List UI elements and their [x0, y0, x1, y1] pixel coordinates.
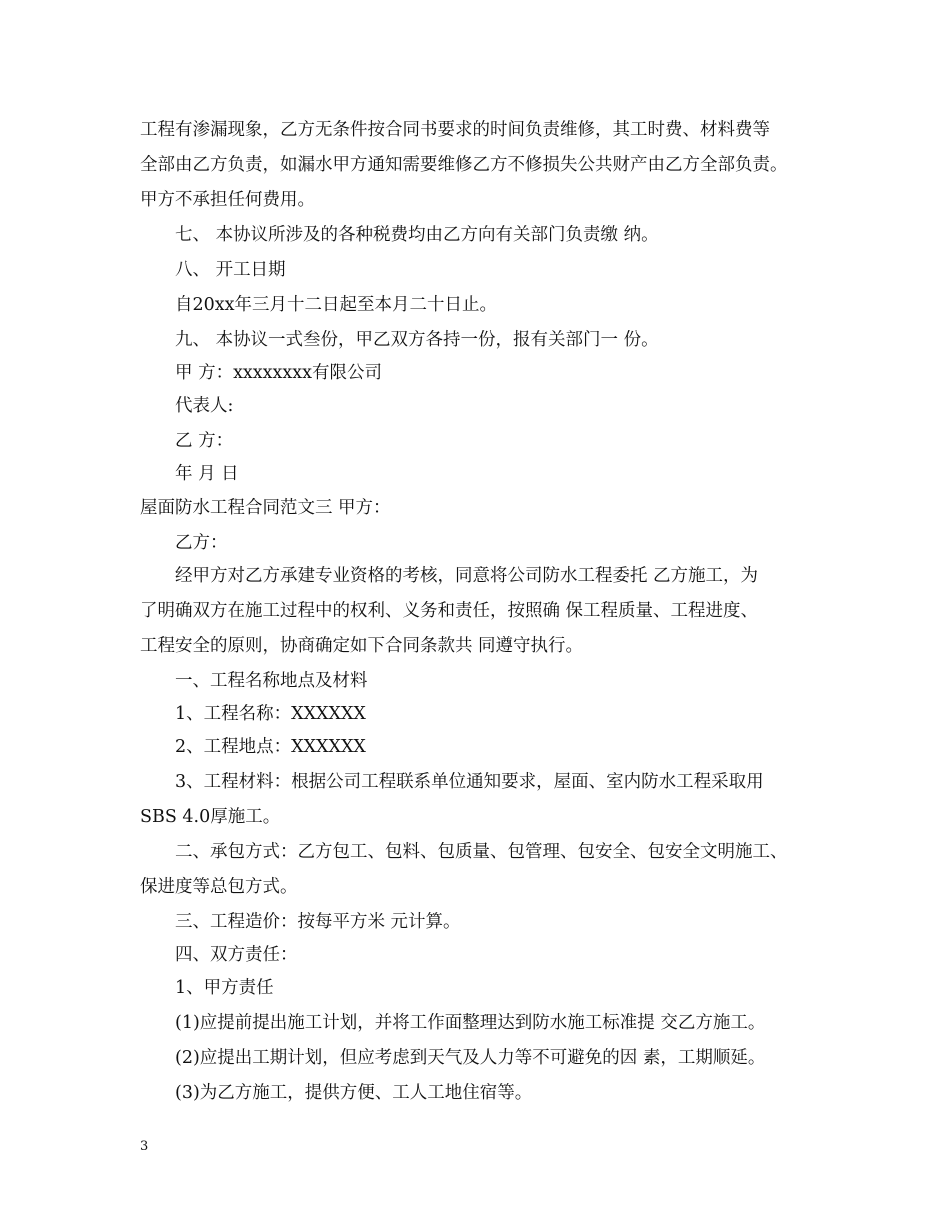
section-one-heading: 一、工程名称地点及材料 [175, 671, 368, 691]
section-four-heading: 四、双方责任： [175, 945, 298, 965]
clause-nine: 九、 本协议一式叁份，甲乙双方各持一份，报有关部门一 份。 [175, 330, 659, 350]
party-b-label: 乙方： [175, 533, 228, 553]
responsibility-item: (1)应提前提出施工计划，并将工作面整理达到防水施工标准提 交乙方施工。 [175, 1013, 766, 1033]
project-location: 2、工程地点：XXXXXX [175, 737, 366, 757]
party-a-signature: 甲 方：xxxxxxxx有限公司 [175, 363, 383, 383]
responsibility-item: (2)应提出工期计划，但应考虑到天气及人力等不可避免的因 素，工期顺延。 [175, 1048, 766, 1068]
body-text-line: 甲方不承担任何费用。 [140, 190, 315, 210]
intro-paragraph-line: 经甲方对乙方承建专业资格的考核，同意将公司防水工程委托 乙方施工，为 [175, 566, 759, 586]
signature-date: 年 月 日 [175, 464, 239, 484]
representative-signature: 代表人: [175, 396, 234, 416]
start-date-text: 自20xx年三月十二日起至本月二十日止。 [175, 295, 498, 315]
section-two-contract-method: 二、承包方式：乙方包工、包料、包质量、包管理、包安全、包安全文明施工、 [175, 842, 788, 862]
party-b-signature: 乙 方： [175, 431, 234, 451]
section-three-cost: 三、工程造价：按每平方米 元计算。 [175, 912, 461, 932]
intro-paragraph-line: 了明确双方在施工过程中的权利、义务和责任，按照确 保工程质量、工程进度、 [140, 601, 759, 621]
project-materials: 3、工程材料：根据公司工程联系单位通知要求，屋面、室内防水工程采取用 [175, 772, 764, 792]
page-number: 3 [140, 1139, 149, 1154]
project-name: 1、工程名称：XXXXXX [175, 704, 366, 724]
party-a-responsibility-heading: 1、甲方责任 [175, 978, 274, 998]
clause-eight-heading: 八、 开工日期 [175, 260, 286, 280]
clause-seven: 七、 本协议所涉及的各种税费均由乙方向有关部门负责缴 纳。 [175, 225, 659, 245]
contract-title: 屋面防水工程合同范文三 甲方： [140, 498, 391, 518]
project-materials-continued: SBS 4.0厚施工。 [140, 807, 281, 827]
responsibility-item: (3)为乙方施工，提供方便、工人工地住宿等。 [175, 1083, 533, 1103]
section-two-continued: 保进度等总包方式。 [140, 877, 298, 897]
body-text-line: 全部由乙方负责，如漏水甲方通知需要维修乙方不修损失公共财产由乙方全部负责。 [140, 155, 788, 175]
intro-paragraph-line: 工程安全的原则，协商确定如下合同条款共 同遵守执行。 [140, 636, 584, 656]
body-text-line: 工程有渗漏现象，乙方无条件按合同书要求的时间负责维修，其工时费、材料费等 [140, 120, 770, 140]
